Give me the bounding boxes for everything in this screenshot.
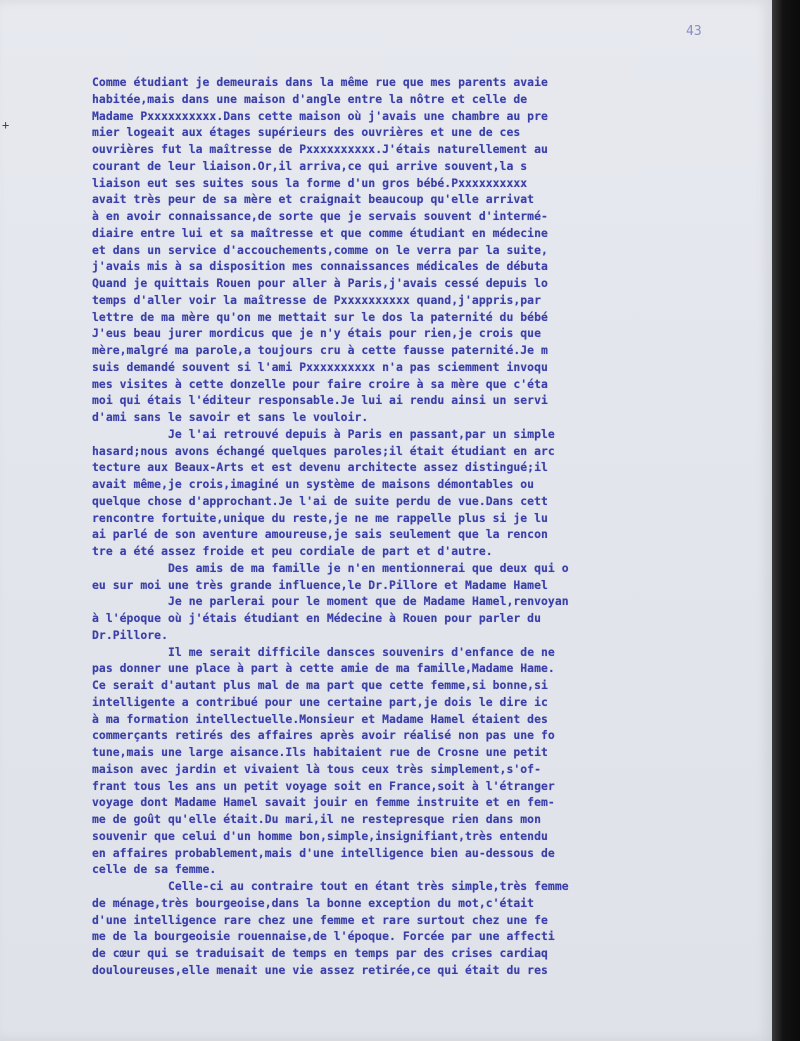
text-line: avait même,je crois,imaginé un système de maisons démontables ou: [92, 477, 535, 491]
text-line: Quand je quittais Rouen pour aller à Paris,j'avais cessé depuis lo: [92, 276, 548, 290]
text-line: ouvrières fut la maîtresse de Pxxxxxxxxxx.J'étais naturellement au: [92, 142, 548, 156]
text-line: hasard;nous avons échangé quelques paroles;il était étudiant en arc: [92, 443, 555, 458]
text-line: d'ami sans le savoir et sans le vouloir.: [92, 410, 369, 424]
text-line: Il me serait difficile dansces souvenirs d'enfance de ne: [168, 644, 555, 659]
text-line: Comme étudiant je demeurais dans la même rue que mes parents avaie: [92, 75, 548, 89]
text-line: tre a été assez froide et peu cordiale de part et d'autre.: [92, 544, 493, 558]
typewritten-text: [92, 74, 762, 979]
text-line: de ménage,très bourgeoise,dans la bonne exception du mot,c'était: [92, 895, 535, 910]
text-line: pas donner une place à part à cette amie de ma famille,Madame Hame.: [92, 661, 555, 676]
text-line: Des amis de ma famille je n'en mentionnerai que deux qui o: [168, 560, 569, 575]
text-line: me de la bourgeoisie rouennaise,de l'époque. Forcée par une affecti: [92, 929, 555, 944]
text-line: voyage dont Madame Hamel savait jouir en femme instruite et en fem-: [92, 795, 555, 810]
text-line: douloureuses,elle menait une vie assez retirée,ce qui était du res: [92, 962, 548, 977]
text-line: à ma formation intellectuelle.Monsieur et Madame Hamel étaient des: [92, 711, 548, 726]
text-line: lettre de ma mère qu'on me mettait sur le dos la paternité du bébé: [92, 309, 548, 324]
text-line: et dans un service d'accouchements,comme on le verra par la suite,: [92, 242, 548, 257]
text-line: J'eus beau jurer mordicus que je n'y étais pour rien,je crois que: [92, 326, 542, 341]
text-line: intelligente a contribué pour une certaine part,je dois le dire ic: [92, 694, 548, 709]
text-line: j'avais mis à sa disposition mes connaissances médicales de débuta: [92, 259, 548, 274]
text-line: moi qui étais l'éditeur responsable.Je lui ai rendu ainsi un servi: [92, 393, 548, 408]
text-line: souvenir que celui d'un homme bon,simple,insignifiant,très entendu: [92, 828, 548, 843]
text-line: diaire entre lui et sa maîtresse et que comme étudiant en médecine: [92, 225, 548, 240]
text-line: Je ne parlerai pour le moment que de Madame Hamel,renvoyan: [168, 594, 569, 609]
text-line: mier logeait aux étages supérieurs des ouvrières et une de ces: [92, 125, 521, 140]
text-line: rencontre fortuite,unique du reste,je ne me rappelle plus si je lu: [92, 510, 548, 525]
page-number: 43: [686, 24, 702, 39]
text-line: à en avoir connaissance,de sorte que je servais souvent d'intermé-: [92, 209, 548, 223]
text-line: mes visites à cette donzelle pour faire croire à sa mère que c'éta: [92, 376, 548, 391]
text-line: d'une intelligence rare chez une femme et rare surtout chez une fe: [92, 912, 548, 927]
text-line: Ce serait d'autant plus mal de ma part que cette femme,si bonne,si: [92, 678, 548, 692]
margin-mark: +: [2, 118, 10, 132]
text-line: en affaires probablement,mais d'une intelligence bien au-dessous de: [92, 845, 555, 860]
text-line: tune,mais une large aisance.Ils habitaient rue de Crosne une petit: [92, 745, 548, 759]
text-line: Je l'ai retrouvé depuis à Paris en passant,par un simple: [168, 426, 555, 441]
text-line: quelque chose d'approchant.Je l'ai de suite perdu de vue.Dans cett: [92, 493, 548, 508]
text-line: courant de leur liaison.Or,il arriva,ce qui arrive souvent,la s: [92, 158, 528, 173]
text-line: liaison eut ses suites sous la forme d'un gros bébé.Pxxxxxxxxxx: [92, 175, 528, 190]
text-line: à l'époque où j'étais étudiant en Médecine à Rouen pour parler du: [92, 611, 542, 625]
text-line: ai parlé de son aventure amoureuse,je sais seulement que la rencon: [92, 527, 548, 542]
text-line: maison avec jardin et vivaient là tous ceux très simplement,s'of-: [92, 761, 542, 776]
text-line: Celle-ci au contraire tout en étant très simple,très femme: [168, 879, 569, 893]
text-line: Madame Pxxxxxxxxxx.Dans cette maison où j'avais une chambre au pre: [92, 108, 548, 123]
text-line: Dr.Pillore.: [92, 627, 168, 642]
text-line: commerçants retirés des affaires après avoir réalisé non pas une fo: [92, 728, 555, 743]
text-line: mère,malgré ma parole,a toujours cru à cette fausse paternité.Je m: [92, 343, 548, 357]
text-line: avait très peur de sa mère et craignait beaucoup qu'elle arrivat: [92, 192, 535, 207]
text-line: habitée,mais dans une maison d'angle entre la nôtre et celle de: [92, 91, 528, 106]
text-line: me de goût qu'elle était.Du mari,il ne restepresque rien dans mon: [92, 812, 542, 826]
text-line: eu sur moi une très grande influence,le Dr.Pillore et Madame Hamel: [92, 577, 548, 592]
text-line: suis demandé souvent si l'ami Pxxxxxxxxxx n'a pas sciemment invoqu: [92, 359, 548, 374]
text-line: frant tous les ans un petit voyage soit en France,soit à l'étranger: [92, 778, 555, 793]
text-line: celle de sa femme.: [92, 862, 217, 877]
scan-edge: [772, 0, 800, 1041]
text-line: tecture aux Beaux-Arts et est devenu architecte assez distingué;il: [92, 460, 548, 475]
text-line: temps d'aller voir la maîtresse de Pxxxxxxxxxx quand,j'appris,par: [92, 292, 542, 307]
text-line: de cœur qui se traduisait de temps en temps par des crises cardiaq: [92, 946, 548, 960]
